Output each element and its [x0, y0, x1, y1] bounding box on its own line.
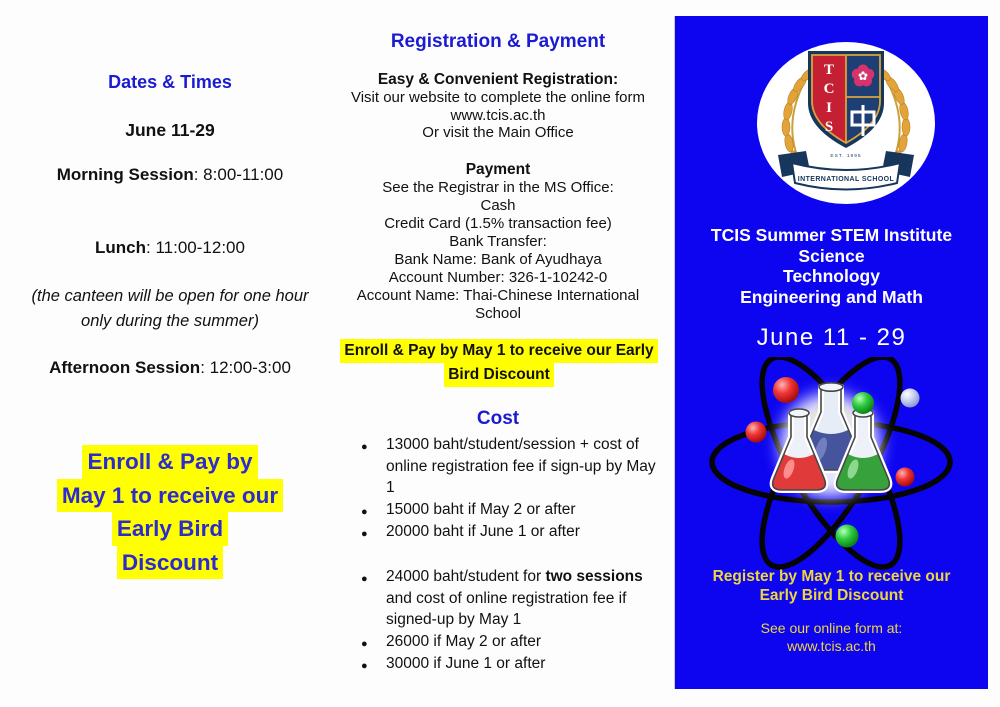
payment-line: Bank Transfer:: [449, 233, 547, 250]
account-number-line: Account Number: 326-1-10242-0: [388, 269, 608, 286]
tcis-school-logo: [756, 41, 936, 205]
logo-banner: [778, 151, 914, 190]
lunch-line: [10, 238, 330, 258]
cost-item-text: and cost of online registration fee if signed-up by May 1: [386, 589, 627, 629]
cost-item: ● 30000 if June 1 or after: [352, 653, 660, 675]
bank-name-line: Bank Name: Bank of Ayudhaya: [394, 251, 602, 268]
early-bird-highlight-line: Enroll & Pay by May 1 to receive our Early: [340, 339, 657, 363]
website-url: www.tcis.ac.th: [450, 106, 546, 124]
cost-list-two-sessions: [352, 566, 660, 675]
panel-date-range: June 11 - 29: [756, 324, 907, 351]
cost-item: ● 20000 baht if June 1 or after: [352, 521, 660, 543]
early-bird-line: Discount: [117, 546, 223, 580]
payment-block: [338, 161, 658, 323]
cost-item: ● 26000 if May 2 or after: [352, 631, 660, 653]
account-name-line: Account Name: Thai-Chinese International School: [356, 287, 640, 322]
lunch-label: Lunch: [95, 238, 147, 257]
left-early-bird-callout: [10, 445, 330, 579]
panel-title-line: TCIS Summer STEM Institute: [710, 225, 953, 245]
payment-line: See the Registrar in the MS Office:: [382, 179, 614, 196]
early-bird-line: Enroll & Pay by: [82, 445, 257, 479]
early-bird-line: May 1 to receive our: [57, 479, 283, 513]
panel-title: [675, 225, 988, 307]
registration-payment-heading: Registration & Payment: [390, 31, 606, 52]
form-url: www.tcis.ac.th: [787, 637, 876, 654]
monogram-letter: S: [824, 119, 834, 135]
payment-title: Payment: [465, 161, 531, 178]
afternoon-session-line: [10, 358, 330, 378]
morning-session-line: [10, 165, 330, 185]
panel-title-line: Science: [798, 245, 865, 266]
registration-line: Visit our website to complete the online form: [350, 88, 646, 106]
electron-pale: [901, 389, 920, 408]
payment-line: Cash: [480, 197, 516, 214]
cost-list-single-session: [352, 434, 660, 543]
canteen-note: (the canteen will be open for one hour only during the summer): [31, 287, 309, 330]
early-bird-highlight-line: Bird Discount: [444, 363, 554, 387]
register-line: Register by May 1 to receive our: [712, 568, 951, 585]
form-line: See our online form at:: [760, 620, 903, 636]
monogram-letter: C: [823, 81, 835, 97]
cost-heading: Cost: [476, 408, 520, 429]
electron-red: [773, 377, 799, 403]
registration-block: [338, 71, 658, 142]
afternoon-session-time: : 12:00-3:00: [200, 358, 291, 377]
monogram-letter: T: [823, 62, 835, 78]
monogram-letter: I: [826, 100, 832, 116]
early-bird-line: Early Bird: [112, 512, 228, 546]
electron-red: [746, 422, 767, 443]
dates-times-heading: Dates & Times: [108, 72, 232, 92]
lunch-time: : 11:00-12:00: [146, 238, 245, 257]
right-panel: [674, 16, 988, 689]
middle-early-bird-callout: [336, 339, 662, 387]
electron-green: [852, 392, 874, 414]
morning-session-label: Morning Session: [56, 165, 194, 184]
afternoon-session-label: Afternoon Session: [49, 358, 201, 377]
atom-flasks-graphic: [693, 357, 983, 572]
cost-item: ● 15000 baht if May 2 or after: [352, 499, 660, 521]
left-date-range: June 11-29: [125, 120, 215, 140]
electron-green: [836, 525, 859, 548]
panel-title-line: Engineering and Math: [740, 286, 923, 307]
cost-item-bold-text: two sessions: [545, 568, 643, 585]
panel-title-line: Technology: [783, 266, 880, 286]
cost-item: ● 13000 baht/student/session + cost of online registration fee if sign-up by May 1: [352, 434, 660, 499]
register-line: Early Bird Discount: [759, 586, 904, 604]
banner-text: INTERNATIONAL SCHOOL: [797, 176, 895, 183]
electron-red: [896, 468, 915, 487]
registration-line: Or visit the Main Office: [422, 124, 574, 142]
panel-register-callout: [675, 568, 988, 605]
morning-session-time: : 8:00-11:00: [193, 165, 284, 184]
registration-title: Easy & Convenient Registration:: [377, 71, 619, 88]
est-year-text: EST. 1995: [830, 154, 862, 159]
panel-online-form-note: [675, 620, 988, 655]
payment-line: Credit Card (1.5% transaction fee): [384, 215, 612, 232]
cost-item: [352, 566, 660, 631]
cost-item-text: 24000 baht/student for: [386, 568, 546, 585]
